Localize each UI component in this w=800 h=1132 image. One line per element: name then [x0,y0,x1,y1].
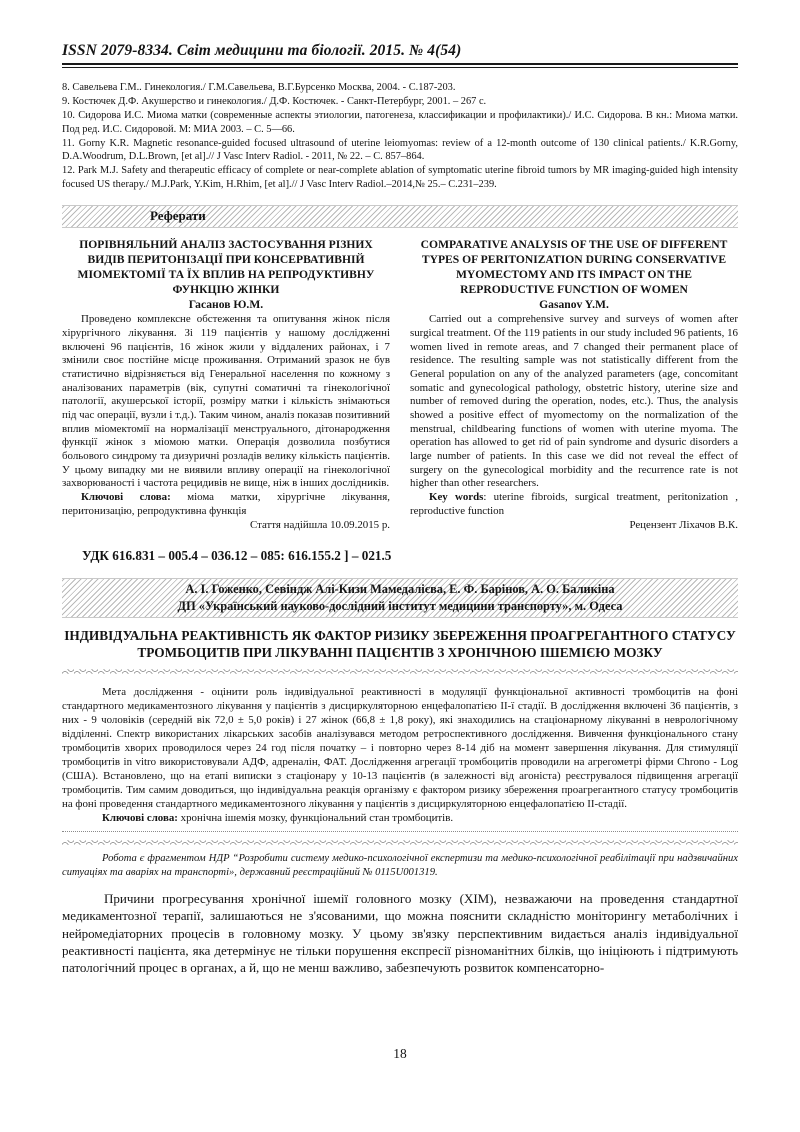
article-affiliation: ДП «Український науково-дослідний інститут медицини транспорту», м. Одеса [177,598,623,613]
abstract-title-uk: ПОРІВНЯЛЬНИЙ АНАЛІЗ ЗАСТОСУВАННЯ РІЗНИХ ВИДІВ ПЕРИТОНІЗАЦІЇ ПРИ КОНСЕРВАТИВНІЙ МІОМЕКТОМІЇ ТА ЇХ ВПЛИВ НА РЕПРОДУКТИВНУ ФУНКЦІЮ ЖІНКИ [77,238,375,297]
running-head-rule-thick [62,63,738,65]
abstract-paragraph-en: Carried out a comprehensive survey and surveys of women after surgical treatment. Of the 119 patients in our study included 96 patients, 16 women lived in remote areas, and 7 changed their permanent place of residence. The resulting sample was not statistically different from the General population on any of the analyzed parameters (age, concomitant somatic and gynecological pathology, obstetric history, uterine size and number of removed during the operation, nodes, etc.). Thus, the analysis showed a positive effect of myomectomy on the normalization of the menstrual, childbearing functions of women with uterine myoma. The operation has allowed to get rid of pain syndrome and dysuric disorders a large number of patients. In this case we did not reveal the effect of surgery on the gynecological morbidity and the recurrence rate is not higher than other researchers. [410,313,738,490]
abstracts-section-banner [62,205,738,228]
abstract-title-en: COMPARATIVE ANALYSIS OF THE USE OF DIFFERENT TYPES OF PERITONIZATION DURING CONSERVATIVE MYOMECTOMY AND ITS IMPACT ON THE REPRODUCTIVE FUNCTION OF WOMEN [420,238,728,297]
article-title: ІНДИВІДУАЛЬНА РЕАКТИВНІСТЬ ЯК ФАКТОР РИЗИКУ ЗБЕРЕЖЕННЯ ПРОАГРЕГАНТНОГО СТАТУСУ ТРОМБОЦИТІВ ПРИ ЛІКУВАННІ ПАЦІЄНТІВ З ХРОНІЧНОЮ ІШЕМІЄЮ МОЗКУ [64,628,736,661]
running-head-rule-thin [62,67,738,68]
article-body [62,890,738,977]
reference-item: 11. Gorny K.R. Magnetic resonance-guided focused ultrasound of uterine leiomyomas: review of a 12-month outcome of 130 clinical patients./ K.R.Gorny, D.A.Woodrum, D.L.Brown, [et al].// J Vasc Interv Radiol. - 2011, № 22. – C. 857–864. [62,137,738,163]
article-body-paragraph: Причини прогресування хронічної ішемії головного мозку (ХІМ), незважаючи на проведення стандартної медикаментозної терапії, залишаються не з'ясованими, що можна пояснити складністю моніторингу метаболічних і нейромедіаторних процесів в головному мозку. У цьому зв'язку перспективним видається аналіз індивідуальної реактивності пацієнта, яка детермінує не тільки порушення експресії різноманітних білків, що ініціюють і підтримують патологічний процес в органах, а й, що не менш важливо, забезпечують розвиток компенсаторно- [62,890,738,976]
reference-list [62,81,738,191]
abstract-footer-uk: Стаття надійшла 10.09.2015 р. [249,519,390,532]
reference-item: 10. Сидорова И.С. Миома матки (современные аспекты этиологии, патогенеза, классификации и профилактики)./ И.С. Сидорова. В кн.: Миома матки. Под ред. И.С. Сидоровой. М: МИА 2003. – С. 5—66. [62,110,738,135]
article-abstract-paragraph: Мета дослідження - оцінити роль індивідуальної реактивності в модуляції функціональної активності тромбоцитів на фоні стандартного медикаментозного лікування у пацієнтів з дисциркуляторною енцефалопатією II-ї стадії. В дослідження включені 36 пацієнтів, з них - 9 чоловіків (середній вік 72,0 ± 5,0 років) і 27 жінок (66,8 ± 1,8 року), які знаходились на стаціонарному лікуванні в неврологічному відділенні. Спектр використаних лікарських засобів аналізувався методом ретроспективного дослідження. Вивчення функціонального стану тромбоцитів хворих проводилося через 24 год після початку – і повторно через 8-14 діб на момент завершення лікування. Для стимуляції тромбоцитів in vitro використовували АДФ, адреналін, ФАТ. Дослідження агрегації тромбоцитів проводили на агрегометрі фірми Chrono - Log (США). Встановлено, що на етапі виписки з стаціонару у 10-13 пацієнтів (в залежності від агоніста) реєструвалося підвищення агрегації тромбоцитів. Тим самим доводиться, що індивідуальна реакція організму є фактором ризику збереження проагрегантного статусу тромбоцитів на фоні проведення стандартного медикаментозного лікування у пацієнтів з дисциркуляторною енцефалопатією II-стадії. [62,685,738,811]
abstract-body-en [410,313,738,491]
abstract-keywords-uk [62,491,390,518]
article-authors: А. І. Гоженко, Севіндж Алі-Кизи Мамедалієва, Е. Ф. Барінов, А. О. Баликіна [185,582,615,597]
abstracts-section-label: Реферати [150,208,206,224]
abstract-column-english [410,237,738,531]
abstract-body-uk [62,313,390,491]
running-head: ISSN 2079-8334. Світ медицини та біології. 2015. № 4(54) [62,42,462,59]
abstract-author-uk: Гасанов Ю.М. [188,298,264,312]
abstract-keywords-label-uk: Ключові слова: [81,491,171,504]
reference-item: 9. Костючек Д.Ф. Акушерство и гинекология./ Д.Ф. Костючек. - Санкт-Петербург, 2001. – 267 с. [62,96,487,108]
udc-code: УДК 616.831 – 005.4 – 036.12 – 085: 616.155.2 ] – 021.5 [82,548,392,564]
abstract-author-en: Gasanov Y.M. [539,298,609,312]
dotted-separator [62,831,738,832]
article-keywords [62,811,738,825]
wave-separator-top [62,669,738,674]
abstract-keywords-text-en: : uterine fibroids, surgical treatment, peritonization , reproductive function [410,491,738,517]
article-keywords-label: Ключові слова: [102,812,178,825]
abstract-column-ukrainian [62,237,390,531]
reference-item: 12. Park M.J. Safety and therapeutic efficacy of complete or near-complete ablation of symptomatic uterine fibroid tumors by MR imaging-guided high intensity focused US therapy./ M.J.Park, Y.Kim, H.Rhim, [et al].// J Vasc Interv Radiol.–2014,№ 25.– С.231–239. [62,165,738,190]
reference-item: 8. Савельева Г.М.. Гинекология./ Г.М.Савельева, В.Г.Бурсенко Москва, 2004. - С.187-203. [62,82,456,93]
page-number: 18 [393,1046,407,1061]
funding-note [62,852,738,880]
abstract-keywords-text-uk: міома матки, хірургічне лікування, перитонизацію, репродуктивна функція [62,491,390,517]
abstract-columns [62,237,738,531]
abstract-keywords-label-en: Key words [429,491,484,504]
article-keywords-text: хронічна ішемія мозку, функціональний стан тромбоцитів. [177,812,454,825]
funding-note-text: Робота є фрагментом НДР “Розробити систему медико-психологічної експертизи та медико-психологічної реабілітації при надзвичайних ситуаціях та аваріях на транспорті», державний реєстраційний № 0115U001319. [62,853,738,879]
abstract-keywords-en [410,491,738,518]
article-authors-banner [62,578,738,618]
page-content [62,42,738,977]
article-abstract [62,685,738,826]
abstract-paragraph-uk: Проведено комплексне обстеження та опитування жінок після хірургічного лікування. Зі 119 пацієнтів у нашому дослідженні включені 96 пацієнтів, 16 жінок жили у віддалених районах, і 7 змінили своє постійне місце проживання. Отриманий зразок не був статистично відрізняється від Генеральної населення по кожному з аналізованих параметрів (вік, супутні соматичні та гінекологічної патології, акушерської історії, розміру матки і кількість знімаються під час операції, вузли і т.д.). Таким чином, аналіз показав позитивний вплив міомектомії на нормалізації менструального, дітонародження функції жінок з міомою матки. Операція дозволила позбутися больового синдрому та дизуричні розладів велику кількість пацієнтів. У цьому випадку ми не виявили впливу операції на гінекологічної захворюваності і частота рецидивів не вище, ніж в інших дослідників. [62,313,390,490]
wave-separator-bottom [62,840,738,845]
abstract-footer-en: Рецензент Ліхачов В.К. [629,519,738,532]
